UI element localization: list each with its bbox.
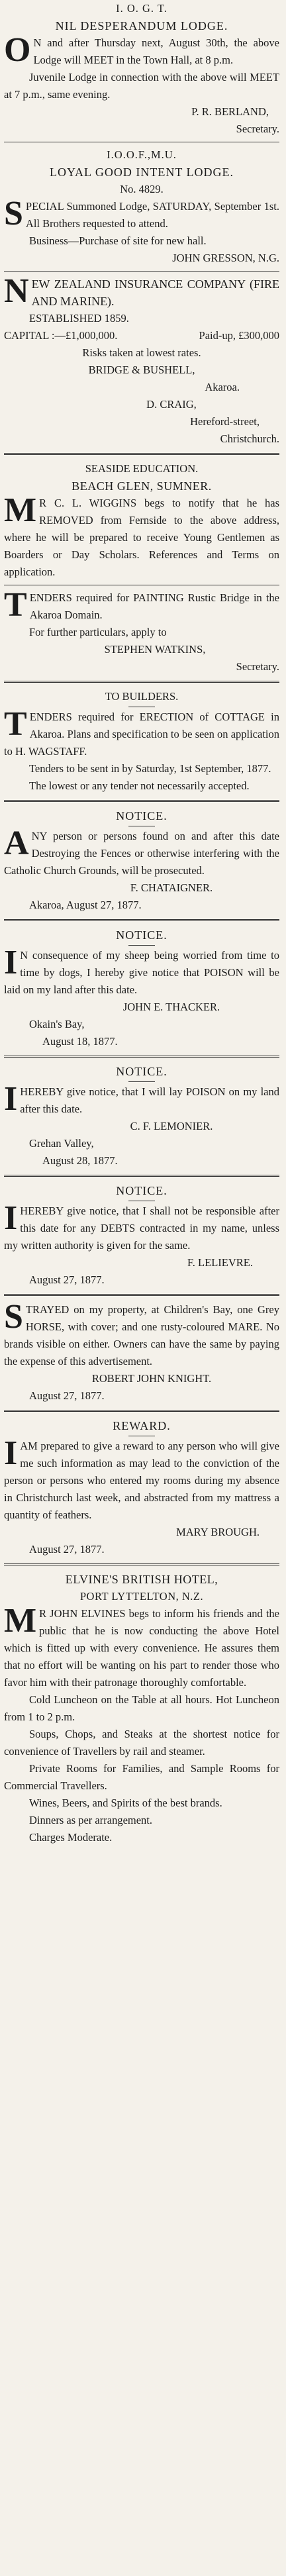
hotel-dinners: Dinners as per arrangement.	[29, 1814, 153, 1826]
divider	[4, 1294, 279, 1296]
education-school: BEACH GLEN, SUMNER.	[72, 479, 212, 493]
education-body: MR C. L. WIGGINS begs to notify that he has REMOVED from Fernside to the above address, where he will be prepared to receive Young Gentlemen as Boarders or Day Scholars. References and Terms on application.	[4, 491, 279, 578]
hotel-title: ELVINE'S BRITISH HOTEL,	[65, 1573, 218, 1586]
notice2-signer: JOHN E. THACKER.	[122, 1001, 220, 1013]
hotel-wines: Wines, Beers, and Spirits of the best brands.	[29, 1797, 222, 1809]
insurance-capital-label: CAPITAL :—£1,000,000.	[4, 329, 118, 342]
education-heading: SEASIDE EDUCATION.	[85, 462, 199, 475]
builders-lowest: The lowest or any tender not necessarily accepted.	[29, 779, 250, 792]
ad-ioofmu	[4, 146, 279, 267]
notice2-body: IN consequence of my sheep being worried from time to time by dogs, I hereby give notice that POISON will be laid on my land after this date.	[4, 944, 279, 996]
hotel-lunch: Cold Luncheon on the Table at all hours. Hot Luncheon from 1 to 2 p.m.	[4, 1693, 279, 1723]
notice1-signer: F. CHATAIGNER.	[130, 881, 213, 894]
iogt-title: I. O. G. T.	[116, 2, 167, 15]
hotel-rooms: Private Rooms for Families, and Sample Rooms for Commercial Travellers.	[4, 1762, 279, 1792]
divider	[4, 800, 279, 802]
ad-notice-lelievre	[4, 1182, 279, 1289]
strayed-body: STRAYED on my property, at Children's Bay, one Grey HORSE, with cover; and one rusty-coloured MARE. No brands visible on either. Owners can have the same by paying the expense of this advertisement.	[4, 1298, 279, 1367]
reward-date: August 27, 1877.	[29, 1543, 105, 1556]
painting-further: For further particulars, apply to	[29, 626, 167, 638]
builders-sent: Tenders to be sent in by Saturday, 1st September, 1877.	[29, 762, 271, 775]
notice3-date: August 28, 1877.	[42, 1154, 118, 1167]
notice2-date: August 18, 1877.	[42, 1035, 118, 1048]
notice4-signer: F. LELIEVRE.	[187, 1256, 253, 1269]
ioofmu-signer: JOHN GRESSON, N.G.	[172, 252, 279, 264]
painting-body: TENDERS required for PAINTING Rustic Bridge in the Akaroa Domain.	[4, 586, 279, 624]
iogt-body: ON and after Thursday next, August 30th, the above Lodge will MEET in the Town Hall, at 8 p.m.	[4, 31, 279, 69]
iogt-role: Secretary.	[236, 123, 279, 135]
insurance-agents-place: Akaroa.	[205, 381, 240, 393]
notice4-body: IHEREBY give notice, that I shall not be responsible after this date for any DEBTS contracted in my name, unless my written authority is given for the same.	[4, 1199, 279, 1252]
notice4-heading: NOTICE.	[116, 1184, 167, 1197]
notice1-body: ANY person or persons found on and after this date Destroying the Fences or otherwise interfering with the Catholic Church Grounds, will be prosecuted.	[4, 824, 279, 877]
builders-body: TENDERS required for ERECTION of COTTAGE in Akaroa. Plans and specification to be seen on application to H. WAGSTAFF.	[4, 705, 279, 758]
ad-builders	[4, 688, 279, 795]
ioofmu-title: I.O.O.F.,M.U.	[107, 148, 177, 161]
iogt-junior: Juvenile Lodge in connection with the above will MEET at 7 p.m., same evening.	[4, 71, 279, 101]
insurance-agents: BRIDGE & BUSHELL,	[88, 364, 195, 376]
divider	[4, 1410, 279, 1412]
ioofmu-body: SPECIAL Summoned Lodge, SATURDAY, September 1st. All Brothers requested to attend.	[4, 195, 279, 232]
notice3-body: IHEREBY give notice, that I will lay POISON on my land after this date.	[4, 1080, 279, 1118]
divider	[128, 945, 155, 946]
iogt-lodge: NIL DESPERANDUM LODGE.	[55, 19, 228, 32]
divider	[4, 1175, 279, 1177]
strayed-signer: ROBERT JOHN KNIGHT.	[91, 1372, 212, 1385]
ad-notice-chataigner	[4, 807, 279, 914]
painting-role: Secretary.	[236, 660, 279, 673]
ioofmu-business: Business—Purchase of site for new hall.	[29, 234, 207, 247]
divider	[4, 681, 279, 683]
reward-heading: REWARD.	[113, 1419, 171, 1432]
divider	[4, 271, 279, 272]
insurance-capital	[4, 327, 279, 344]
divider	[128, 1081, 155, 1082]
insurance-craig: D. CRAIG,	[146, 398, 197, 411]
ad-reward	[4, 1417, 279, 1558]
ad-iogt	[4, 0, 279, 138]
hotel-soups: Soups, Chops, and Steaks at the shortest notice for convenience of Travellers by rail and steamer.	[4, 1728, 279, 1758]
notice4-date: August 27, 1877.	[29, 1273, 105, 1286]
strayed-date: August 27, 1877.	[29, 1389, 105, 1402]
reward-body: IAM prepared to give a reward to any person who will give me such information as may lead to the conviction of the person or persons who entered my rooms during my absence in Christchurch last week, and abstracted from my mattress a quantity of feathers.	[4, 1434, 279, 1521]
ad-notice-lemonier	[4, 1063, 279, 1169]
insurance-craig-addr1: Hereford-street,	[190, 415, 260, 428]
insurance-title: NEW ZEALAND INSURANCE COMPANY (FIRE AND MARINE).	[4, 272, 279, 310]
ad-insurance	[4, 272, 279, 448]
insurance-risks: Risks taken at lowest rates.	[82, 346, 201, 359]
ad-strayed	[4, 1298, 279, 1405]
divider	[4, 1056, 279, 1058]
notice3-signer: C. F. LEMONIER.	[130, 1120, 213, 1132]
iogt-signer: P. R. BERLAND,	[191, 105, 269, 118]
ioofmu-lodge: LOYAL GOOD INTENT LODGE.	[50, 166, 234, 179]
ad-education	[4, 460, 279, 581]
divider	[4, 919, 279, 921]
ad-painting	[4, 586, 279, 675]
notice2-place: Okain's Bay,	[29, 1018, 85, 1030]
notice2-heading: NOTICE.	[116, 928, 167, 942]
ad-notice-thacker	[4, 926, 279, 1050]
divider	[4, 453, 279, 455]
notice3-place: Grehan Valley,	[29, 1137, 94, 1150]
divider	[4, 1563, 279, 1565]
notice1-heading: NOTICE.	[116, 809, 167, 822]
painting-signer: STEPHEN WATKINS,	[104, 643, 206, 656]
notice1-date: Akaroa, August 27, 1877.	[29, 899, 142, 911]
hotel-charges: Charges Moderate.	[29, 1831, 113, 1844]
hotel-body: MR JOHN ELVINES begs to inform his friends and the public that he is now conducting the above Hotel which is fitted up with every convenience. He assures them that no effort will be wanting on his part to render those who favor him with their patronage thoroughly comfortable.	[4, 1602, 279, 1689]
notice3-heading: NOTICE.	[116, 1065, 167, 1078]
reward-signer: MARY BROUGH.	[176, 1526, 260, 1538]
hotel-place: PORT LYTTELTON, N.Z.	[79, 1590, 204, 1603]
insurance-craig-addr2: Christchurch.	[220, 432, 279, 445]
ioofmu-number: No. 4829.	[120, 183, 164, 195]
insurance-established: ESTABLISHED 1859.	[29, 312, 129, 324]
insurance-paidup: Paid-up, £300,000	[199, 329, 279, 342]
builders-heading: TO BUILDERS.	[105, 690, 179, 703]
ad-hotel	[4, 1571, 279, 1846]
